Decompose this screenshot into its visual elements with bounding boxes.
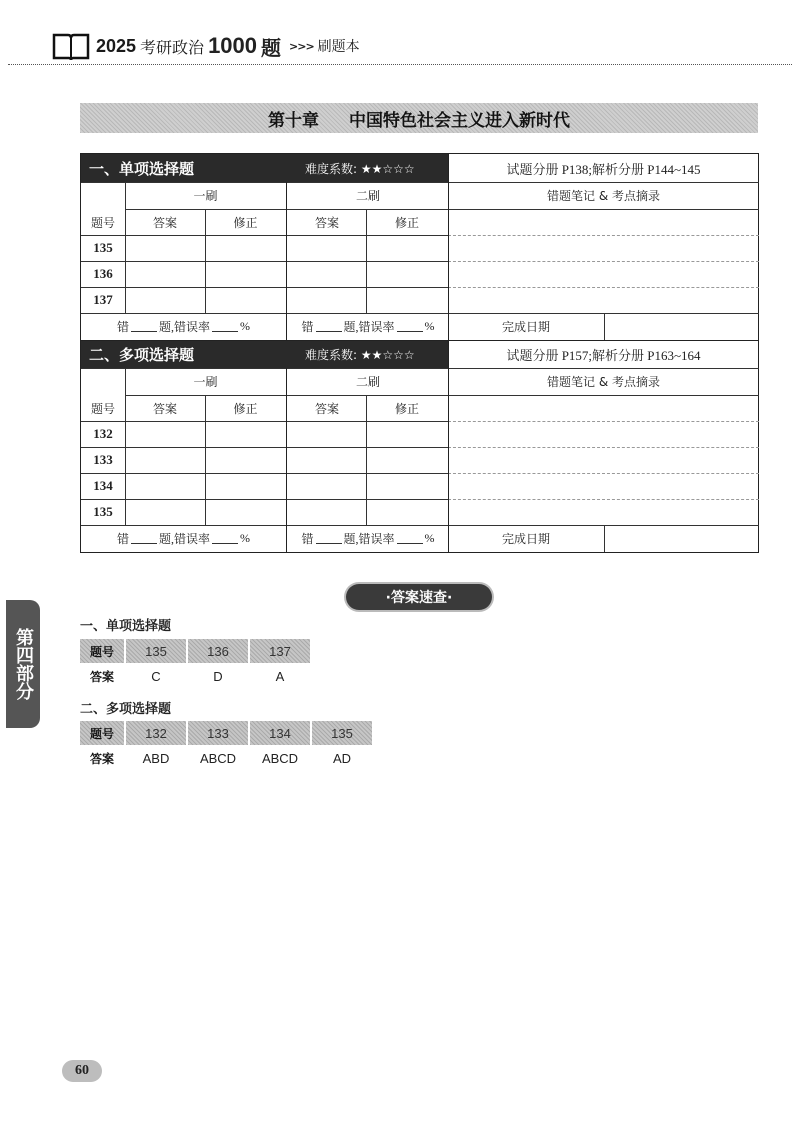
summary-wrong: 错 [116, 320, 129, 334]
section1-q2: 136 [93, 266, 113, 281]
difficulty-label: 难度系数: [305, 347, 358, 362]
page-number: 60 [62, 1060, 102, 1082]
header-divider [8, 64, 792, 65]
section2-difficulty [305, 346, 415, 363]
section2-summary1 [81, 525, 286, 552]
answers-multi-title: 二、多项选择题 [80, 702, 172, 717]
answers-multi-value: ABCD [261, 750, 299, 766]
answers-single-value: D [213, 668, 223, 684]
section1-notes-header: 错题笔记 & 考点摘录 [547, 189, 660, 203]
summary-rate: 题,错误率 [159, 320, 211, 334]
summary-wrong: 错 [301, 532, 314, 546]
answers-multi-num: 132 [126, 721, 186, 745]
section2-round2: 二刷 [355, 375, 380, 389]
section1-summary2 [288, 313, 448, 340]
section2-q1: 132 [93, 426, 113, 441]
answers-multi-head-label: 题号 [80, 721, 124, 745]
section1-col-answer2: 答案 [314, 215, 339, 230]
section2-col-fix2: 修正 [394, 401, 419, 416]
section2-col-answer1: 答案 [152, 401, 177, 416]
page-header [52, 28, 360, 64]
answers-single-num: 137 [250, 639, 310, 663]
answers-multi-num: 134 [250, 721, 310, 745]
section2-q4: 135 [93, 504, 113, 519]
chapter-banner [80, 103, 758, 133]
section1-col-fix1: 修正 [233, 215, 258, 230]
section2-notes-header: 错题笔记 & 考点摘录 [547, 375, 660, 389]
answers-single-num: 135 [126, 639, 186, 663]
part-side-tab [6, 600, 40, 728]
section1-reference: 试题分册 P138;解析分册 P144~145 [506, 161, 701, 177]
answers-single-value: A [275, 668, 285, 684]
summary-rate: 题,错误率 [343, 320, 395, 334]
section1-q3: 137 [93, 292, 113, 307]
chapter-number: 第十章 [268, 110, 319, 131]
chapter-title: 中国特色社会主义进入新时代 [349, 110, 570, 131]
answers-single-value: C [151, 668, 161, 684]
section1-title: 一、单项选择题 [89, 159, 195, 178]
section2-col-answer2: 答案 [314, 401, 339, 416]
summary-pct: % [424, 319, 435, 333]
summary-pct: % [424, 531, 435, 545]
section1-col-answer1: 答案 [152, 215, 177, 230]
difficulty-stars: ★★☆☆☆ [360, 347, 415, 362]
difficulty-label: 难度系数: [305, 161, 358, 176]
answers-multi-ans-label: 答案 [89, 751, 114, 766]
summary-pct: % [240, 531, 251, 545]
header-year: 2025 [96, 35, 137, 56]
answers-multi-value: ABCD [199, 750, 237, 766]
answers-multi-num: 133 [188, 721, 248, 745]
practice-grid [80, 153, 759, 553]
header-arrows: >>> [289, 39, 314, 53]
section1-col-fix2: 修正 [394, 215, 419, 230]
section2-title: 二、多项选择题 [89, 345, 195, 364]
summary-rate: 题,错误率 [343, 532, 395, 546]
section2-reference: 试题分册 P157;解析分册 P163~164 [506, 347, 701, 363]
section2-bar [81, 340, 448, 368]
answers-single-num: 136 [188, 639, 248, 663]
part-side-tab-label: 第四部分 [13, 628, 34, 700]
summary-rate: 题,错误率 [159, 532, 211, 546]
section1-bar [81, 154, 448, 182]
section1-round1: 一刷 [193, 189, 218, 203]
header-ti: 题 [261, 35, 282, 60]
header-count: 1000 [208, 33, 258, 58]
section1-col-no: 题号 [90, 215, 115, 230]
section2-summary2 [288, 525, 448, 552]
section2-col-no: 题号 [90, 401, 115, 416]
answers-single-table [80, 639, 312, 689]
answers-multi-value: AD [332, 750, 352, 766]
answers-single-title: 一、单项选择题 [80, 619, 172, 634]
summary-wrong: 错 [116, 532, 129, 546]
answer-banner-label: ·答案速查· [385, 590, 453, 606]
header-title: 考研政治 [140, 37, 205, 57]
book-icon [52, 31, 90, 61]
difficulty-stars: ★★☆☆☆ [360, 161, 415, 176]
answers-multi-num: 135 [312, 721, 372, 745]
answers-multi-table [80, 721, 374, 771]
summary-wrong: 错 [301, 320, 314, 334]
summary-pct: % [240, 319, 251, 333]
section2-col-fix1: 修正 [233, 401, 258, 416]
section1-summary1 [81, 313, 286, 340]
section2-q2: 133 [93, 452, 113, 467]
answers-single-ans-label: 答案 [89, 669, 114, 684]
section2-round1: 一刷 [193, 375, 218, 389]
section1-completion: 完成日期 [501, 320, 550, 334]
answers-single-head-label: 题号 [80, 639, 124, 663]
section1-round2: 二刷 [355, 189, 380, 203]
header-subtitle: 刷题本 [317, 39, 360, 55]
section1-difficulty [305, 160, 415, 177]
section2-q3: 134 [93, 478, 113, 493]
answer-banner [346, 584, 492, 610]
section2-completion: 完成日期 [501, 532, 550, 546]
answers-multi-value: ABD [142, 750, 170, 766]
section1-q1: 135 [93, 240, 113, 255]
